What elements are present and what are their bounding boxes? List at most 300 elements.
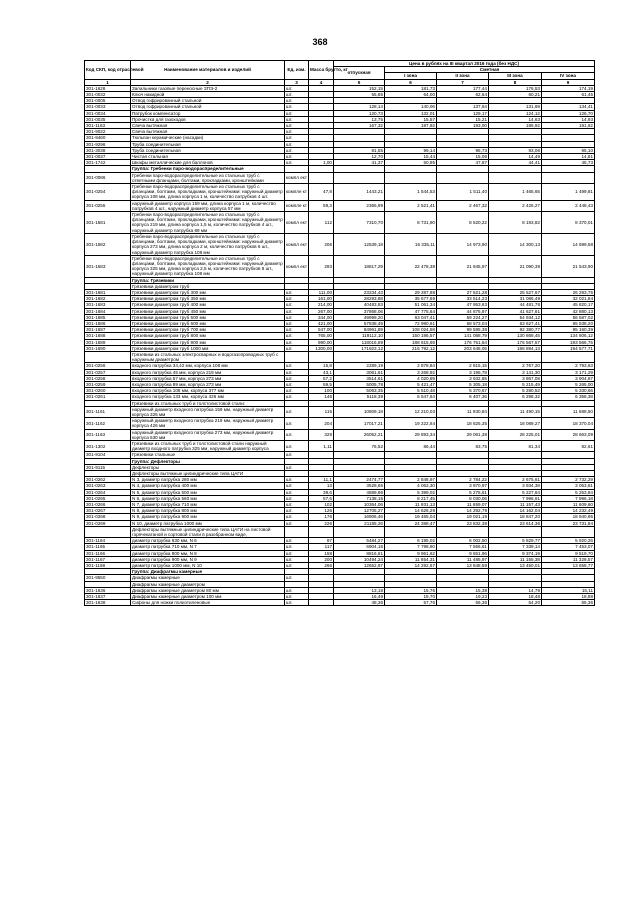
item-code: 301-0266 bbox=[85, 502, 131, 508]
price-zone-2: 2 784,22 bbox=[437, 477, 489, 483]
item-name: входного патрубка 57 мм, корпуса 273 мм bbox=[131, 375, 285, 381]
table-row bbox=[85, 429, 595, 440]
item-name: Труба соединительная bbox=[131, 147, 285, 153]
price-zone-2: 59 224,27 bbox=[437, 314, 489, 320]
price-zone-4: 3 904,87 bbox=[542, 375, 595, 381]
item-mass: 1300,00 bbox=[309, 345, 334, 351]
item-name: Гребенки паро-водораспределительные из стальных труб с ответными фланцами, болтами, прокладками, кронштейнами bbox=[131, 172, 285, 183]
price-zone-2: 96,73 bbox=[437, 147, 489, 153]
price-zone-1: 19 222,64 bbox=[385, 418, 437, 429]
price-zone-2: 47 953,63 bbox=[437, 302, 489, 308]
price-zone-1: 63 047,41 bbox=[385, 314, 437, 320]
table-row bbox=[85, 200, 595, 211]
item-mass: 204 bbox=[309, 418, 334, 429]
price-zone-4: 7 996,18 bbox=[542, 495, 595, 501]
item-code: 301-0259 bbox=[85, 381, 131, 387]
item-name: диаметр патрубка 900 мм, N 9 bbox=[131, 556, 285, 562]
price-zone-1: 4 063,30 bbox=[385, 483, 437, 489]
price-zone-4: 18,88 bbox=[542, 594, 595, 600]
item-code: 301-0005 bbox=[85, 98, 131, 104]
price-zone-1: 108 024,58 bbox=[385, 327, 437, 333]
price-zone-2: 177,44 bbox=[437, 85, 489, 91]
item-code: 301-1686 bbox=[85, 320, 131, 326]
item-mass: 57,6 bbox=[309, 495, 334, 501]
price-zone-1: 188 615,69 bbox=[385, 339, 437, 345]
price-zone-3: 14,79 bbox=[489, 587, 542, 593]
price-zone-4: 126,70 bbox=[542, 110, 595, 116]
item-mass: 200 bbox=[309, 556, 334, 562]
price-zone-4: 28 663,09 bbox=[542, 429, 595, 440]
item-unit: шт. bbox=[285, 98, 309, 104]
release-price: 10364,06 bbox=[334, 502, 385, 508]
item-unit: шт. bbox=[285, 556, 309, 562]
item-name: диаметр патрубка 1000 мм, N 10 bbox=[131, 563, 285, 569]
price-zone-3: 3 867,08 bbox=[489, 375, 542, 381]
table-body bbox=[85, 85, 595, 606]
price-zone-1: 15,44 bbox=[385, 154, 437, 160]
item-name: Группа: Грязевики bbox=[131, 277, 285, 283]
release-price: 12,70 bbox=[334, 154, 385, 160]
item-mass: 329 bbox=[309, 429, 334, 440]
item-unit: шт. bbox=[285, 296, 309, 302]
item-name: Грязевики из стальных электросварных и водогазопроводных труб с наружным диаметром bbox=[131, 351, 285, 362]
item-code: 301-1689 bbox=[85, 339, 131, 345]
price-zone-4: 5 253,84 bbox=[542, 489, 595, 495]
price-zone-4: 45 820,17 bbox=[542, 302, 595, 308]
item-code: 301-0255 bbox=[85, 200, 131, 211]
item-name: Дефлекторы вытяжные цилиндрические типа ЦАГИ bbox=[131, 471, 285, 477]
item-code: 301-3038 bbox=[85, 147, 131, 153]
item-code: 301-0033 bbox=[85, 104, 131, 110]
item-unit: шт. bbox=[285, 333, 309, 339]
item-unit: компл ект bbox=[285, 255, 309, 277]
item-unit: компле кт bbox=[285, 200, 309, 211]
release-price: 5063,35 bbox=[334, 388, 385, 394]
item-mass: 43,1 bbox=[309, 369, 334, 375]
item-name: Грязевики стальные bbox=[131, 452, 285, 458]
header-zone-1: I зона bbox=[385, 73, 437, 79]
item-mass: 547,00 bbox=[309, 327, 334, 333]
item-code: 301-9550 bbox=[85, 575, 131, 581]
price-zone-2: 5 370,67 bbox=[437, 388, 489, 394]
item-unit: шт. bbox=[285, 418, 309, 429]
price-zone-4: 134 806,12 bbox=[542, 333, 595, 339]
item-name: Грязевики диаметром труб 700 мм bbox=[131, 327, 285, 333]
item-name: диаметр патрубка 710 мм, N 7 bbox=[131, 544, 285, 550]
item-code: 301-0262 bbox=[85, 477, 131, 483]
price-zone-3: 54 934,12 bbox=[489, 314, 542, 320]
col-index: 9 bbox=[542, 79, 595, 85]
item-unit: шт. bbox=[285, 314, 309, 320]
item-code: 301-0256 bbox=[85, 363, 131, 369]
item-name: Гребенки паро-водораспределительные из стальных труб с фланцами, болтами, прокладками, кронштейнами: наружный диаметр корпуса 273 мм, длина корпуса 2 м, количество патрубков 6 шт., наружный диаметр патрубка 108 мм bbox=[132, 233, 283, 255]
price-zone-2: 8 520,22 bbox=[437, 212, 489, 234]
item-name: наружный диаметр корпуса 159 мм, длина корпуса 1 м, количество патрубков 4 шт., наружный диаметр корпуса 57 мм bbox=[131, 200, 285, 211]
price-zone-1: 140,06 bbox=[385, 104, 437, 110]
price-zone-1: 12 210,03 bbox=[385, 406, 437, 417]
item-name: Диафрагмы камерные диаметром bbox=[131, 581, 285, 587]
price-zone-3: 5 280,52 bbox=[489, 388, 542, 394]
release-price: 5484,27 bbox=[334, 538, 385, 544]
item-code: 301-0257 bbox=[85, 369, 131, 375]
item-unit: шт. bbox=[285, 489, 309, 495]
item-unit: шт. bbox=[285, 381, 309, 387]
item-name: Диафрагмы камерные bbox=[131, 575, 285, 581]
item-unit: шт. bbox=[285, 85, 309, 91]
item-code: 301-1638 bbox=[85, 600, 131, 606]
header-zone-3: III зона bbox=[489, 73, 542, 79]
price-zone-3: 14 162,04 bbox=[489, 508, 542, 514]
item-code: 301-9296 bbox=[85, 141, 131, 147]
price-zone-3: 44 481,78 bbox=[489, 302, 542, 308]
price-zone-4: 11 328,57 bbox=[542, 556, 595, 562]
price-zone-1: 8 731,90 bbox=[385, 212, 437, 234]
price-zone-4: 55,36 bbox=[542, 600, 595, 606]
price-zone-1: 47 775,64 bbox=[385, 308, 437, 314]
item-mass: 214,00 bbox=[309, 302, 334, 308]
item-code: 301-1166 bbox=[85, 550, 131, 556]
price-zone-2: 27 521,28 bbox=[437, 289, 489, 295]
item-code: 301-1742 bbox=[85, 160, 131, 166]
item-mass: 87 bbox=[309, 538, 334, 544]
price-zone-4: 82,61 bbox=[542, 441, 595, 452]
item-mass: 59,3 bbox=[309, 200, 334, 211]
price-zone-1: 22 478,38 bbox=[385, 255, 437, 277]
price-zone-2: 5 305,18 bbox=[437, 381, 489, 387]
item-code: 301-1581 bbox=[85, 212, 131, 234]
price-zone-4: 2 448,43 bbox=[542, 200, 595, 211]
release-price: 55,85 bbox=[334, 92, 385, 98]
price-zone-3: 54,20 bbox=[489, 600, 542, 606]
price-zone-2: 193,00 bbox=[437, 123, 489, 129]
item-name: Грязевики диаметром труб 600 мм bbox=[131, 320, 285, 326]
price-zone-2: 3 195,78 bbox=[437, 369, 489, 375]
item-unit: шт. bbox=[285, 363, 309, 369]
table-row bbox=[85, 441, 595, 452]
price-zone-1: 132,01 bbox=[385, 110, 437, 116]
item-name: Запальники газовые переносные ЗПЭ-2 bbox=[131, 85, 285, 91]
price-zone-4: 65 538,20 bbox=[542, 320, 595, 326]
price-zone-3 bbox=[489, 351, 542, 362]
item-code: 301-1688 bbox=[85, 333, 131, 339]
item-code: 301-1164 bbox=[85, 538, 131, 544]
price-zone-3: 5 215,49 bbox=[489, 381, 542, 387]
col-index: 6 bbox=[385, 79, 437, 85]
header-mass: Масса брутто, кг bbox=[309, 61, 334, 80]
item-unit: шт. bbox=[285, 575, 309, 581]
item-name: N 5, диаметр патрубка 500 мм bbox=[131, 489, 285, 495]
item-name: Сифоны для ножки полиэтиленовые bbox=[131, 600, 285, 606]
price-zone-1: 99,14 bbox=[385, 147, 437, 153]
price-zone-3: 14,49 bbox=[489, 154, 542, 160]
price-zone-1: 14 626,29 bbox=[385, 508, 437, 514]
release-price: 26052,21 bbox=[334, 429, 385, 440]
item-mass bbox=[309, 172, 334, 183]
release-price bbox=[334, 172, 385, 183]
item-unit: шт. bbox=[285, 538, 309, 544]
price-zone-1: 11 931,13 bbox=[385, 502, 437, 508]
release-price: 10494,24 bbox=[334, 556, 385, 562]
price-zone-3: 5 227,84 bbox=[489, 489, 542, 495]
price-zone-3: 188 894,13 bbox=[489, 345, 542, 351]
item-name: Дефлекторы bbox=[131, 464, 285, 470]
price-zone-4: 5 920,26 bbox=[542, 538, 595, 544]
item-code: 301-9115 bbox=[85, 464, 131, 470]
price-zone-2: 11 930,84 bbox=[437, 406, 489, 417]
price-zone-4: 32 021,84 bbox=[542, 296, 595, 302]
price-zone-2: 15,21 bbox=[437, 116, 489, 122]
release-price: 7310,70 bbox=[334, 212, 385, 234]
item-code: 301-1161 bbox=[85, 406, 131, 417]
item-mass: 1,00 bbox=[309, 160, 334, 166]
item-code: 301-0037 bbox=[85, 154, 131, 160]
price-zone-2: 68 573,04 bbox=[437, 320, 489, 326]
header-estimate: Сметная bbox=[385, 67, 595, 73]
item-mass: 1,11 bbox=[309, 441, 334, 452]
release-price: 48,36 bbox=[334, 600, 385, 606]
price-zone-1 bbox=[385, 172, 437, 183]
item-unit: шт. bbox=[285, 308, 309, 314]
item-code: 301-0086 bbox=[85, 172, 131, 183]
price-zone-1: 51 061,34 bbox=[385, 302, 437, 308]
price-zone-2: 62,64 bbox=[437, 92, 489, 98]
release-price: 118016,89 bbox=[334, 339, 385, 345]
price-zone-3: 41 627,61 bbox=[489, 308, 542, 314]
release-price: 21185,26 bbox=[334, 520, 385, 526]
price-zone-1: 29 893,34 bbox=[385, 429, 437, 440]
item-unit: шт. bbox=[285, 495, 309, 501]
price-zone-4 bbox=[542, 351, 595, 362]
item-name: Группа: Гребенки паро-водораспределительные bbox=[131, 166, 285, 172]
item-mass: 161,00 bbox=[309, 296, 334, 302]
table-row bbox=[85, 233, 595, 255]
item-mass bbox=[309, 351, 334, 362]
item-unit: шт. bbox=[285, 116, 309, 122]
price-zone-4: 194 577,71 bbox=[542, 345, 595, 351]
item-code: 301-0263 bbox=[85, 483, 131, 489]
release-price: 2474,77 bbox=[334, 477, 385, 483]
release-price: 81,55 bbox=[334, 147, 385, 153]
price-zone-1: 1 544,53 bbox=[385, 184, 437, 201]
price-zone-1: 216 792,12 bbox=[385, 345, 437, 351]
item-unit: шт. bbox=[285, 92, 309, 98]
release-price: 28293,88 bbox=[334, 296, 385, 302]
item-name: Труба соединительная bbox=[131, 141, 285, 147]
price-zone-3: 9 374,19 bbox=[489, 550, 542, 556]
release-price: 119112,10 bbox=[334, 333, 385, 339]
item-name: Гребенки паро-водораспределительные из стальных труб с фланцами, болтами, прокладками, кронштейнами: наружный диаметр корпуса 325 мм, длина корпуса 2,5 м, количество патрубков 8 шт., наружный диаметр патрубка 108 мм bbox=[132, 255, 283, 277]
price-zone-2: 56,36 bbox=[437, 600, 489, 606]
item-name: Грязевики диаметром труб 450 мм bbox=[131, 308, 285, 314]
item-name: N 8, диаметр патрубка 800 мм bbox=[131, 508, 285, 514]
price-zone-2: 11 485,97 bbox=[437, 556, 489, 562]
item-name: Грязевики диаметром труб 350 мм bbox=[131, 296, 285, 302]
item-code: 301-0035 bbox=[85, 116, 131, 122]
price-zone-3: 1 465,65 bbox=[489, 184, 542, 201]
price-zone-4: 42 880,13 bbox=[542, 308, 595, 314]
price-zone-3: 130 868,45 bbox=[489, 333, 542, 339]
item-unit bbox=[285, 351, 309, 362]
price-zone-1: 19,70 bbox=[385, 594, 437, 600]
release-price: 3061,61 bbox=[334, 369, 385, 375]
price-zone-1: 15 335,11 bbox=[385, 233, 437, 255]
item-mass bbox=[309, 526, 334, 537]
price-zone-2: 129,17 bbox=[437, 110, 489, 116]
item-code: 301-1302 bbox=[85, 441, 131, 452]
item-unit: шт. bbox=[285, 369, 309, 375]
price-zone-1 bbox=[385, 526, 437, 537]
price-zone-1: 5 510,48 bbox=[385, 388, 437, 394]
price-zone-2: 203 648,05 bbox=[437, 345, 489, 351]
price-zone-2: 7 556,61 bbox=[437, 544, 489, 550]
item-mass: 100 bbox=[309, 388, 334, 394]
item-mass: 266 bbox=[309, 563, 334, 569]
header-release: отпускная bbox=[334, 67, 385, 79]
item-name: Свеча вытяжная bbox=[131, 129, 285, 135]
col-index: 1 bbox=[85, 79, 131, 85]
item-unit: шт. bbox=[285, 394, 309, 400]
release-price bbox=[334, 351, 385, 362]
price-zone-1: 181,73 bbox=[385, 85, 437, 91]
item-code: 301-1167 bbox=[85, 556, 131, 562]
price-zone-3: 7 339,14 bbox=[489, 544, 542, 550]
price-zone-1: 9 961,62 bbox=[385, 550, 437, 556]
price-zone-3: 186,92 bbox=[489, 123, 542, 129]
release-price: 12652,87 bbox=[334, 563, 385, 569]
table-row bbox=[85, 212, 595, 234]
item-name: входного патрубка 133 мм, корпуса 426 мм bbox=[131, 394, 285, 400]
price-zone-3 bbox=[489, 526, 542, 537]
header-code: Код СКП, код отраслевой bbox=[85, 61, 131, 80]
price-zone-4: 11 609,60 bbox=[542, 502, 595, 508]
item-unit: шт. bbox=[285, 104, 309, 110]
release-price: 57838,49 bbox=[334, 320, 385, 326]
item-mass: 59,5 bbox=[309, 381, 334, 387]
item-code: 301-0261 bbox=[85, 394, 131, 400]
item-code: 301-0268 bbox=[85, 514, 131, 520]
item-name: N 6, диаметр патрубка 560 мм bbox=[131, 495, 285, 501]
item-name: Грязевики из стальных труб и толстолистовой стали наружный диаметр входного патрубка 325 мм, наружный диаметр корпуса bbox=[131, 441, 285, 452]
item-unit: компл ект bbox=[285, 172, 309, 183]
price-zone-3: 8 193,82 bbox=[489, 212, 542, 234]
table-row bbox=[85, 255, 595, 277]
price-table bbox=[84, 60, 595, 606]
price-zone-1: 4 020,89 bbox=[385, 375, 437, 381]
item-unit: шт. bbox=[285, 129, 309, 135]
release-price: 16906,46 bbox=[334, 514, 385, 520]
table-row bbox=[85, 526, 595, 537]
item-unit: шт. bbox=[285, 406, 309, 417]
price-zone-1 bbox=[385, 351, 437, 362]
release-price: 1443,21 bbox=[334, 184, 385, 201]
item-mass bbox=[309, 600, 334, 606]
price-zone-3: 2 767,20 bbox=[489, 363, 542, 369]
price-zone-4: 14,81 bbox=[542, 154, 595, 160]
item-unit: шт. bbox=[285, 339, 309, 345]
price-zone-2: 23 832,38 bbox=[437, 520, 489, 526]
item-name: Ключ накидной bbox=[131, 92, 285, 98]
item-name: Группа: Дефлекторы bbox=[131, 458, 285, 464]
item-name: N 7, диаметр патрубка 710 мм bbox=[131, 502, 285, 508]
release-price: 6904,16 bbox=[334, 544, 385, 550]
item-name: Грязевики диаметром труб 900 мм bbox=[131, 339, 285, 345]
price-zone-2: 21 945,97 bbox=[437, 255, 489, 277]
price-zone-2: 18 825,35 bbox=[437, 418, 489, 429]
price-zone-4: 7 453,07 bbox=[542, 544, 595, 550]
item-unit: шт. bbox=[285, 600, 309, 606]
price-zone-1: 64,00 bbox=[385, 92, 437, 98]
price-zone-2: 11 659,07 bbox=[437, 502, 489, 508]
price-zone-2: 47,87 bbox=[437, 160, 489, 166]
item-unit: шт. bbox=[285, 160, 309, 166]
price-zone-4 bbox=[542, 172, 595, 183]
release-price: 40483,83 bbox=[334, 302, 385, 308]
price-zone-3: 3 934,38 bbox=[489, 483, 542, 489]
price-zone-2: 3 970,97 bbox=[437, 483, 489, 489]
item-name: входного патрубка 108 мм, корпуса 377 мм bbox=[131, 388, 285, 394]
item-unit: компл ект bbox=[285, 212, 309, 234]
price-zone-1: 15,76 bbox=[385, 587, 437, 593]
col-index: 7 bbox=[437, 79, 489, 85]
price-zone-1: 29 287,88 bbox=[385, 289, 437, 295]
price-zone-4: 21 543,90 bbox=[542, 255, 595, 277]
price-zone-4: 193 566,75 bbox=[542, 339, 595, 345]
release-price: 8816,61 bbox=[334, 550, 385, 556]
price-zone-3: 21 090,39 bbox=[489, 255, 542, 277]
item-unit: шт. bbox=[285, 289, 309, 295]
price-zone-2: 6 407,36 bbox=[437, 394, 489, 400]
price-zone-1: 150 196,57 bbox=[385, 333, 437, 339]
item-name: Дефлекторы вытяжные цилиндрические типа ЦАГИ на листовой горячекатаной и сортовой стали в разобранном виде, bbox=[131, 526, 285, 537]
header-unit: Ед. изм. bbox=[285, 61, 309, 80]
price-zone-2: 14 292,79 bbox=[437, 508, 489, 514]
table-row bbox=[85, 184, 595, 201]
item-name: диаметр патрубка 800 мм, N 8 bbox=[131, 550, 285, 556]
price-zone-1: 2 521,41 bbox=[385, 200, 437, 211]
item-name: N 9, диаметр патрубка 900 мм bbox=[131, 514, 285, 520]
release-price: 7138,16 bbox=[334, 495, 385, 501]
price-zone-3: 93,06 bbox=[489, 147, 542, 153]
price-zone-3: 18,48 bbox=[489, 594, 542, 600]
item-code: 301-0034 bbox=[85, 110, 131, 116]
price-zone-1: 3 268,92 bbox=[385, 369, 437, 375]
item-unit: шт. bbox=[285, 429, 309, 440]
item-name: Шкафы металлические для баллонов bbox=[131, 160, 285, 166]
item-mass: 146 bbox=[309, 394, 334, 400]
price-zone-3: 6 298,32 bbox=[489, 394, 542, 400]
item-name: Грязевики диаметром труб 400 мм bbox=[131, 302, 285, 308]
price-zone-3: 7 996,61 bbox=[489, 495, 542, 501]
price-zone-1: 86,44 bbox=[385, 441, 437, 452]
item-code: 301-1687 bbox=[85, 327, 131, 333]
item-code bbox=[85, 526, 131, 537]
item-mass: 47,8 bbox=[309, 184, 334, 201]
price-zone-4: 45,73 bbox=[542, 160, 595, 166]
release-price: 41,37 bbox=[334, 160, 385, 166]
item-code: 301-0265 bbox=[85, 495, 131, 501]
item-code: 301-9104 bbox=[85, 452, 131, 458]
release-price: 3528,65 bbox=[334, 483, 385, 489]
release-price: 12705,27 bbox=[334, 508, 385, 514]
item-mass: 226 bbox=[309, 520, 334, 526]
price-zone-4: 18 940,95 bbox=[542, 514, 595, 520]
item-mass: 267,00 bbox=[309, 308, 334, 314]
release-price: 167,32 bbox=[334, 123, 385, 129]
item-unit: шт. bbox=[285, 345, 309, 351]
item-code: 301-1163 bbox=[85, 123, 131, 129]
price-zone-1: 50,95 bbox=[385, 160, 437, 166]
price-zone-4: 14 699,58 bbox=[542, 233, 595, 255]
